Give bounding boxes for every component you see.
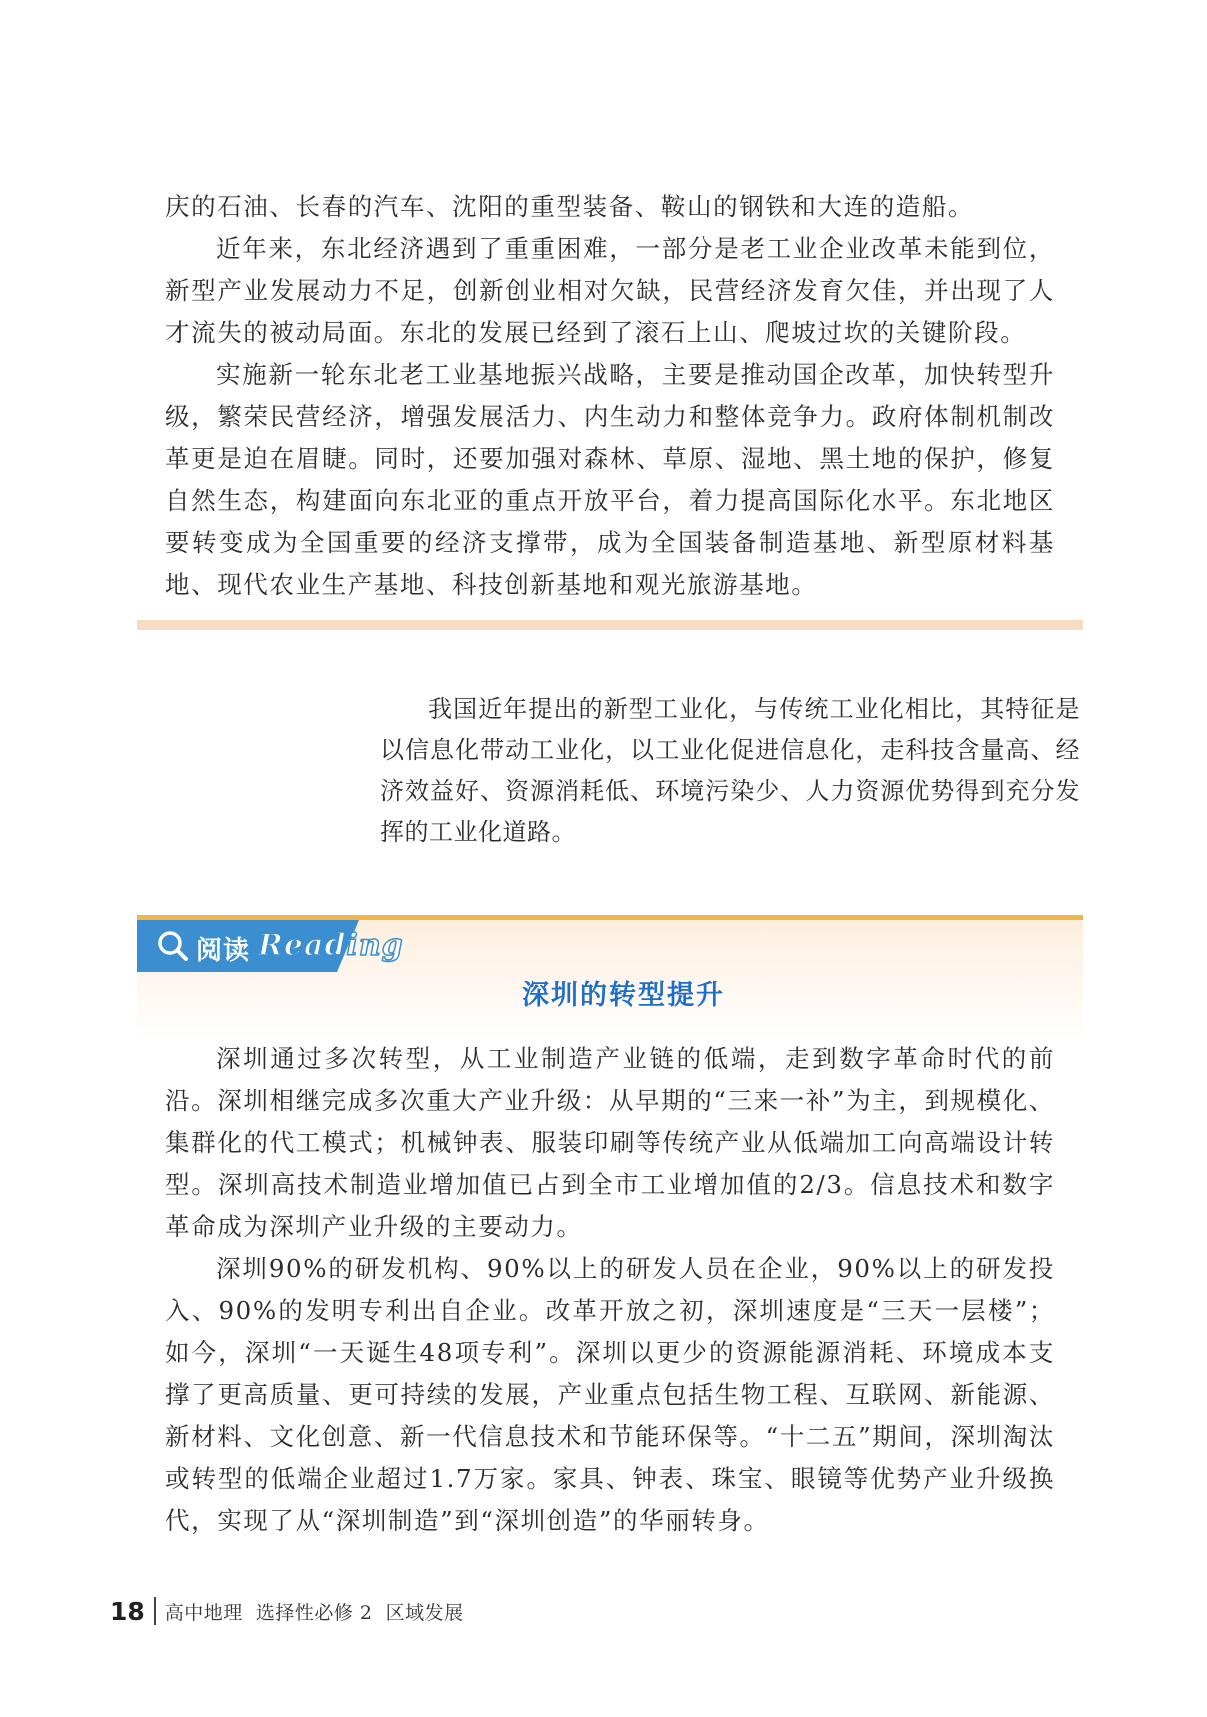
magnifier-icon [156,929,190,963]
page-number: 18 [110,1596,145,1626]
side-note-new-industrialization: 我国近年提出的新型工业化，与传统工业化相比，其特征是以信息化带动工业化，以工业化促进信息化，走科技含量高、经济效益好、资源消耗低、环境污染少、人力资源优势得到充分发挥的工业化道路。 [380,695,1080,846]
reading-paragraph-innovation: 深圳90%的研发机构、90%以上的研发人员在企业，90%以上的研发投入、90%的发明专利出自企业。改革开放之初，深圳速度是“三天一层楼”；如今，深圳“一天诞生48项专利”。深圳以更少的资源能源消耗、环境成本支撑了更高质量、更可持续的发展，产业重点包括生物工程、互联网、新能源、新材料、文化创意、新一代信息技术和节能环保等。“十二五”期间，深圳淘汰或转型的低端企业超过1.7万家。家具、钟表、珠宝、眼镜等优势产业升级换代，实现了从“深圳制造”到“深圳创造”的华丽转身。 [165,1254,1055,1535]
paragraph-revitalization-strategy: 实施新一轮东北老工业基地振兴战略，主要是推动国企改革，加快转型升级，繁荣民营经济，增强发展活力、内生动力和整体竞争力。政府体制机制改革更是迫在眉睫。同时，还要加强对森林、草原、湿地、黑土地的保护，修复自然生态，构建面向东北亚的重点开放平台，着力提高国际化水平。东北地区要转变成为全国重要的经济支撑带，成为全国装备制造基地、新型原材料基地、现代农业生产基地、科技创新基地和观光旅游基地。 [165,360,1055,599]
section-divider [137,620,1083,630]
reading-label-english: Reading [258,928,404,963]
book-title: 高中地理 选择性必修 2 区域发展 [164,1601,464,1624]
reading-title: 深圳的转型提升 [522,980,725,1011]
page-footer [110,1594,464,1628]
paragraph-northeast-difficulties: 近年来，东北经济遇到了重重困难，一部分是老工业企业改革未能到位，新型产业发展动力不足，创新创业相对欠缺，民营经济发育欠佳，并出现了人才流失的被动局面。东北的发展已经到了滚石上山、爬坡过坎的关键阶段。 [165,234,1055,347]
reading-paragraph-transformation: 深圳通过多次转型，从工业制造产业链的低端，走到数字革命时代的前沿。深圳相继完成多次重大产业升级：从早期的“三来一补”为主，到规模化、集群化的代工模式；机械钟表、服装印刷等传统产业从低端加工向高端设计转型。深圳高技术制造业增加值已占到全市工业增加值的2/3。信息技术和数字革命成为深圳产业升级的主要动力。 [165,1044,1055,1241]
continuation-text: 庆的石油、长春的汽车、沈阳的重型装备、鞍山的钢铁和大连的造船。 [165,192,975,221]
reading-label: 阅读 [196,936,251,966]
footer-separator [154,1597,156,1625]
